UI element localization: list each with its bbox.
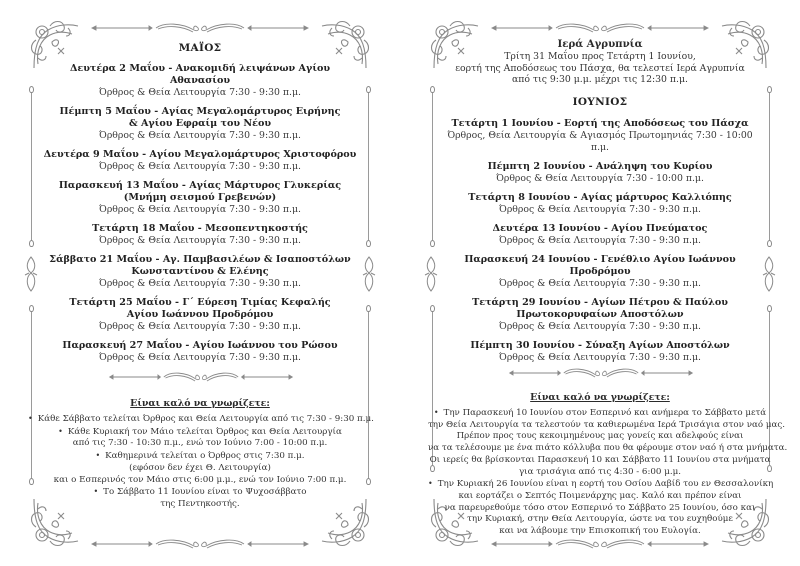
entry-title: Παρασκευή 27 Μαΐου - Αγίου Ιωάννου του Ρώσου — [62, 340, 338, 351]
note-line: • Την Κυριακή 26 Ιουνίου είναι η εορτή του Οσίου Δαβίδ του εν Θεσσαλονίκη — [428, 478, 772, 491]
frame-line — [368, 93, 369, 243]
frame-line — [432, 93, 433, 243]
entry-title: Παρασκευή 13 Μαΐου - Αγίας Μάρτυρος Γλυκερίας — [58, 180, 342, 191]
frame-knob — [29, 240, 34, 247]
june-schedule — [440, 38, 760, 371]
note-line: και να λάβουμε την Επισκοπική του Ευλογία. — [499, 526, 701, 537]
right-page — [400, 0, 800, 566]
frame-knob — [430, 305, 435, 312]
entry-time: Όρθρος & Θεία Λειτουργία 7:30 - 9:30 π.μ. — [499, 203, 701, 215]
schedule-entry — [440, 118, 760, 154]
schedule-entry — [440, 161, 760, 185]
side-ornament-icon — [424, 255, 438, 295]
schedule-entry — [40, 340, 360, 364]
note-line: • Το Σάββατο 11 Ιουνίου είναι το Ψυχοσάββατο — [28, 486, 372, 499]
entry-title: Σάββατο 21 Μαΐου - Αγ. Παμβασιλέων & Ισαποστόλων — [49, 254, 351, 265]
frame-knob — [366, 240, 371, 247]
notes-title: Είναι καλό να γνωρίζετε: — [130, 398, 270, 409]
entry-time: Όρθρος & Θεία Λειτουργία 7:30 - 9:30 π.μ. — [99, 321, 301, 332]
entry-time: Όρθρος & Θεία Λειτουργία 7:30 - 9:30 π.μ. — [499, 277, 701, 289]
entry-time: Όρθρος & Θεία Λειτουργία 7:30 - 9:30 π.μ. — [99, 161, 301, 172]
note-line: την Θεία Λειτουργία τα τελεστούν τα καθιερωμένα Ιερά Τρισάγια στον ναό μας. — [428, 419, 785, 430]
entry-title: Πέμπτη 2 Ιουνίου - Ανάληψη του Κυρίου — [487, 160, 713, 172]
note-line: και εορτάζει ο Σεπτός Ποιμενάρχης μας. Καλό και πρέπον είναι — [458, 490, 742, 501]
entry-title: Κωνσταντίνου & Ελένης — [131, 266, 269, 277]
note-line: για τρισάγια από τις 4:30 - 6:00 μ.μ. — [518, 466, 682, 477]
side-ornament-icon — [362, 255, 376, 295]
entry-title: (Μνήμη σεισμού Γρεβενών) — [123, 192, 277, 203]
schedule-entry — [440, 192, 760, 216]
frame-knob — [366, 305, 371, 312]
side-ornament-icon — [762, 255, 776, 295]
entry-time: Όρθρος & Θεία Λειτουργία 7:30 - 10:00 π.μ. — [496, 172, 704, 184]
schedule-entry — [440, 297, 760, 333]
vigil-announcement — [440, 38, 760, 86]
flourish-divider-icon — [490, 20, 710, 34]
month-heading: ΜΑΪΟΣ — [178, 42, 222, 54]
entry-title: Δευτέρα 2 Μαΐου - Ανακομιδή λειψάνων Αγίου Αθανασίου — [69, 63, 331, 86]
frame-knob — [767, 86, 772, 93]
entry-time: Όρθρος & Θεία Λειτουργία 7:30 - 9:30 π.μ. — [499, 234, 701, 246]
note-line: της Πεντηκοστής. — [160, 498, 240, 509]
note-line: και ο Εσπερινός τον Μάιο στις 6:00 μ.μ., ενώ τον Ιούνιο 7:00 π.μ. — [53, 474, 347, 485]
schedule-entry — [440, 223, 760, 247]
vigil-heading: Ιερά Αγρυπνία — [557, 38, 643, 50]
schedule-entry — [40, 223, 360, 247]
notes-title: Είναι καλό να γνωρίζετε: — [530, 392, 670, 403]
entry-time: Όρθρος, Θεία Λειτουργία & Αγιασμός Πρωτομηνιάς 7:30 - 10:00 π.μ. — [447, 129, 753, 153]
entry-title: & Αγίου Εφραίμ του Νέου — [128, 118, 272, 129]
note-line: • Κάθε Κυριακή τον Μάιο τελείται Όρθρος και Θεία Λειτουργία — [28, 426, 372, 439]
entry-time: Όρθρος & Θεία Λειτουργία 7:30 - 9:30 π.μ. — [99, 235, 301, 246]
notes-section — [28, 398, 372, 511]
entry-time: Όρθρος & Θεία Λειτουργία 7:30 - 9:30 π.μ. — [99, 130, 301, 141]
entry-title: Παρασκευή 24 Ιουνίου - Γενέθλιο Αγίου Ιωάννου Προδρόμου — [464, 253, 736, 277]
schedule-entry — [440, 254, 760, 290]
vigil-line: Τρίτη 31 Μαΐου προς Τετάρτη 1 Ιουνίου, — [504, 51, 696, 62]
entry-time: Όρθρος & Θεία Λειτουργία 7:30 - 9:30 π.μ. — [99, 278, 301, 289]
frame-knob — [29, 86, 34, 93]
entry-title: Τετάρτη 8 Ιουνίου - Αγίας μάρτυρος Καλλιόπης — [468, 191, 732, 203]
entry-time: Όρθρος & Θεία Λειτουργία 7:30 - 9:30 π.μ. — [499, 351, 701, 363]
flourish-divider-icon — [490, 536, 710, 550]
entry-time: Όρθρος & Θεία Λειτουργία 7:30 - 9:30 π.μ. — [499, 320, 701, 332]
flourish-divider-icon — [90, 20, 310, 34]
frame-line — [769, 93, 770, 243]
entry-title: Τετάρτη 29 Ιουνίου - Αγίων Πέτρου & Παύλου — [472, 296, 728, 308]
note-line: (εφόσον δεν έχει Θ. Λειτουργία) — [129, 462, 271, 473]
schedule-entry — [40, 254, 360, 290]
frame-knob — [366, 86, 371, 93]
note-line: • Κάθε Σάββατο τελείται Όρθρος και Θεία Λειτουργία από τις 7:30 - 9:30 π.μ. — [28, 413, 372, 426]
vigil-line: εορτή της Αποδόσεως του Πάσχα, θα τελεστεί Ιερά Αγρυπνία — [455, 62, 745, 74]
note-line: να τα τελέσουμε με ένα πιάτο κόλλυβα που θα φέρουμε στον ναό ή στα μνήματα. — [428, 443, 788, 454]
note-line: • Την Παρασκευή 10 Ιουνίου στον Εσπερινό και ανήμερα το Σάββατο μετά — [428, 407, 772, 420]
schedule-entry — [40, 297, 360, 333]
flourish-divider-icon — [108, 369, 294, 383]
schedule-entry — [40, 180, 360, 216]
note-line: να παρευρεθούμε τόσο στον Εσπερινό το Σάββατο 25 Ιουνίου, όσο και — [444, 502, 756, 513]
entry-title: Πέμπτη 30 Ιουνίου - Σύναξη Αγίων Αποστόλων — [470, 339, 730, 351]
entry-title: Τετάρτη 1 Ιουνίου - Εορτή της Αποδόσεως του Πάσχα — [451, 117, 749, 129]
frame-knob — [767, 240, 772, 247]
entry-time: Όρθρος & Θεία Λειτουργία 7:30 - 9:30 π.μ. — [99, 87, 301, 98]
schedule-entry — [40, 106, 360, 142]
entry-title: Πρωτοκορυφαίων Αποστόλων — [516, 308, 684, 320]
notes-section — [428, 392, 788, 538]
note-line: από τις 7:30 - 10:30 π.μ., ενώ τον Ιούνιο 7:00 - 10:00 π.μ. — [72, 438, 328, 449]
schedule-entry — [40, 63, 360, 99]
entry-time: Όρθρος & Θεία Λειτουργία 7:30 - 9:30 π.μ. — [99, 204, 301, 215]
side-ornament-icon — [24, 255, 38, 295]
frame-line — [31, 93, 32, 243]
may-schedule — [40, 38, 360, 371]
entry-title: Τετάρτη 18 Μαΐου - Μεσοπεντηκοστής — [92, 223, 308, 234]
note-line: Πρέπον προς τους κεκοιμημένους μας γονείς και αδελφούς είναι — [456, 431, 744, 442]
entry-title: Δευτέρα 9 Μαΐου - Αγίου Μεγαλομάρτυρος Χριστοφόρου — [43, 149, 357, 160]
frame-knob — [430, 86, 435, 93]
frame-knob — [430, 240, 435, 247]
month-heading: ΙΟΥΝΙΟΣ — [572, 95, 628, 108]
entry-title: Δευτέρα 13 Ιουνίου - Αγίου Πνεύματος — [492, 222, 708, 234]
flourish-divider-icon — [90, 536, 310, 550]
note-line: την Κυριακή, στην Θεία Λειτουργία, ώστε να του ευχηθούμε — [467, 514, 733, 525]
entry-title: Τετάρτη 25 Μαΐου - Γ΄ Εύρεση Τιμίας Κεφαλής — [69, 297, 331, 308]
note-line: Οι ιερείς θα βρίσκονται Παρασκευή 10 και Σάββατο 11 Ιουνίου στα μνήματα — [429, 454, 771, 465]
schedule-entry — [440, 340, 760, 364]
note-line: • Καθημερινά τελείται ο Όρθρος στις 7:30 π.μ. — [28, 450, 372, 463]
entry-title: Αγίου Ιωάννου Προδρόμου — [126, 309, 274, 320]
frame-knob — [29, 305, 34, 312]
frame-knob — [767, 305, 772, 312]
entry-title: Πέμπτη 5 Μαΐου - Αγίας Μεγαλομάρτυρος Ειρήνης — [59, 106, 341, 117]
vigil-line: από τις 9:30 μ.μ. μέχρι τις 12:30 π.μ. — [512, 74, 688, 85]
entry-time: Όρθρος & Θεία Λειτουργία 7:30 - 9:30 π.μ. — [99, 352, 301, 363]
schedule-entry — [40, 149, 360, 173]
